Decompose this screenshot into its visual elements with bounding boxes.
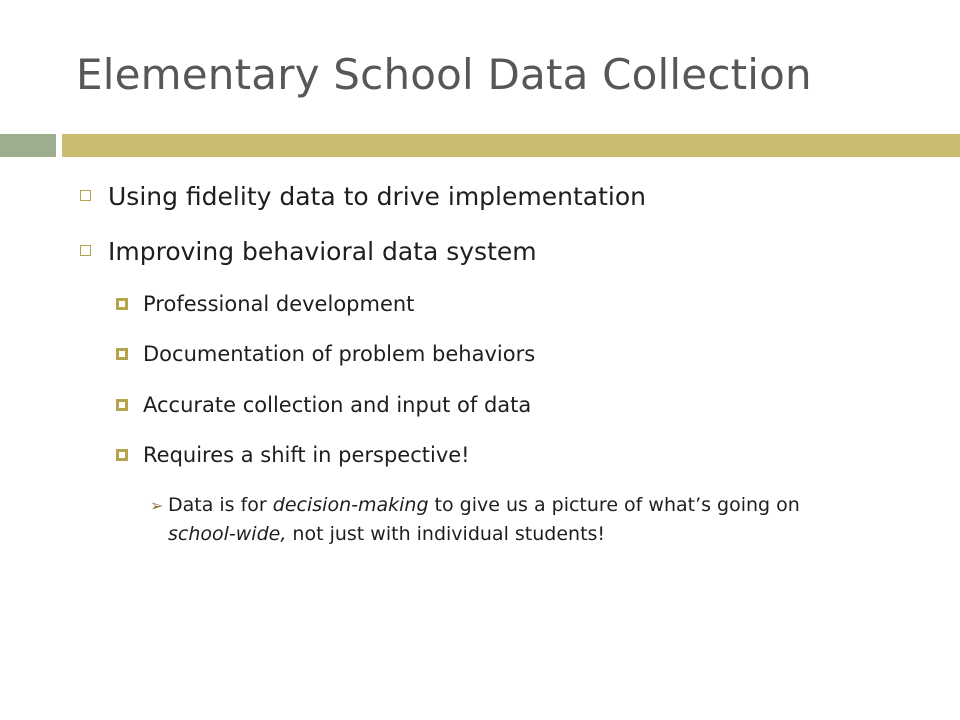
detail-bullet-text: Data is for decision-making to give us a picture of what’s going on school-wide, not just with individual students! bbox=[168, 494, 800, 545]
square-bullet-icon bbox=[116, 298, 128, 310]
sub-bullet-text: Documentation of problem behaviors bbox=[143, 342, 536, 366]
square-bullet-icon bbox=[116, 348, 128, 360]
arrowhead-bullet-icon: ➢ bbox=[150, 496, 164, 515]
sub-bullet-text: Professional development bbox=[143, 292, 415, 316]
sub-bullet-text: Accurate collection and input of data bbox=[143, 393, 532, 417]
sub-bullet-text: Requires a shift in perspective! bbox=[143, 443, 470, 467]
title-divider-right bbox=[62, 134, 960, 157]
bullet-text: Using fidelity data to drive implementation bbox=[108, 182, 646, 211]
bullet-text: Improving behavioral data system bbox=[108, 237, 537, 266]
hollow-square-bullet-icon bbox=[80, 245, 91, 256]
title-divider-left bbox=[0, 134, 56, 157]
hollow-square-bullet-icon bbox=[80, 190, 91, 201]
square-bullet-icon bbox=[116, 399, 128, 411]
square-bullet-icon bbox=[116, 449, 128, 461]
slide-title: Elementary School Data Collection bbox=[76, 50, 812, 99]
